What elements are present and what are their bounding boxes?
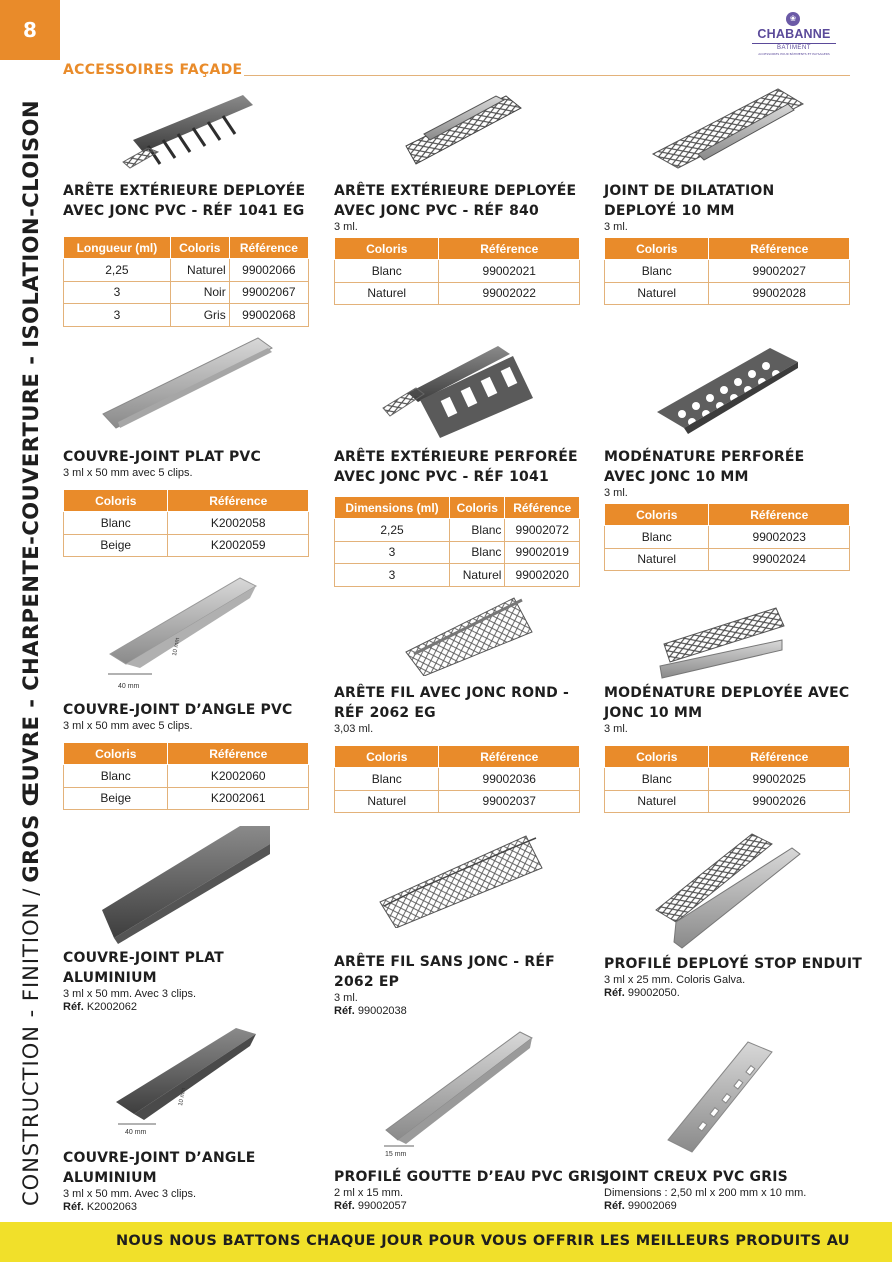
product-table	[334, 496, 580, 587]
product-modenature-deployee	[604, 683, 850, 813]
product-arete-fil-2062eg	[334, 683, 580, 813]
reference-label: Réf.	[334, 1200, 355, 1212]
profile-goutte-eau-image	[380, 1030, 536, 1160]
product-name: COUVRE-JOINT PLAT ALUMINIUM	[63, 950, 224, 986]
table-cell: 99002022	[439, 282, 580, 305]
reference-value: 99002069	[627, 1200, 677, 1212]
table-cell: Naturel	[450, 564, 505, 587]
product-name: PROFILÉ GOUTTE D’EAU PVC GRIS	[334, 1169, 607, 1185]
brand-logo	[752, 12, 836, 56]
joint-creux-image	[664, 1040, 774, 1158]
product-arete-840	[334, 181, 580, 305]
product-description: 2 ml x 15 mm.	[334, 1187, 404, 1199]
side-title	[16, 66, 46, 1206]
table-row	[64, 787, 309, 810]
table-cell: Blanc	[450, 519, 505, 542]
table-cell: Blanc	[64, 765, 168, 788]
table-header: Longueur (ml)	[64, 237, 171, 259]
reference-value: K2002062	[86, 1001, 138, 1013]
table-row	[64, 259, 309, 282]
product-name: JOINT DE DILATATION DEPLOYÉ 10 MM	[604, 183, 775, 219]
product-couvre-joint-angle-alu	[63, 1148, 309, 1214]
table-cell: K2002059	[168, 534, 309, 557]
product-modenature-perforee	[604, 447, 850, 571]
table-header: Coloris	[605, 238, 709, 260]
table-cell: K2002061	[168, 787, 309, 810]
reference-label: Réf.	[63, 1001, 84, 1013]
table-row	[64, 534, 309, 557]
product-couvre-joint-angle-pvc	[63, 700, 309, 810]
product-name: ARÊTE EXTÉRIEURE DEPLOYÉE AVEC JONC PVC - RÉF 840	[334, 183, 577, 219]
arete-1041-perforee-image	[378, 338, 538, 438]
product-name: PROFILÉ DEPLOYÉ STOP ENDUIT	[604, 956, 863, 972]
table-header: Coloris	[605, 504, 709, 526]
product-description: 3 ml.	[604, 221, 628, 233]
side-title-subcategory: GROS ŒUVRE - CHARPENTE-COUVERTURE - ISOLATION-CLOISON	[19, 99, 43, 883]
table-cell: Blanc	[335, 260, 439, 283]
modenature-perforee-image	[652, 342, 802, 442]
product-description: 3 ml.	[604, 487, 628, 499]
product-reference	[63, 1201, 309, 1214]
product-name: ARÊTE FIL SANS JONC - RÉF 2062 EP	[334, 954, 555, 990]
table-cell: 99002020	[505, 564, 580, 587]
product-name: ARÊTE EXTÉRIEURE PERFORÉE AVEC JONC PVC - RÉF 1041	[334, 449, 578, 485]
table-cell: Naturel	[605, 790, 709, 813]
table-cell: Beige	[64, 787, 168, 810]
table-cell: 99002027	[709, 260, 850, 283]
product-description: 3 ml.	[334, 992, 358, 1004]
table-header: Référence	[505, 497, 580, 519]
table-cell: 99002028	[709, 282, 850, 305]
table-cell: 99002019	[505, 541, 580, 564]
table-row	[605, 790, 850, 813]
product-reference	[604, 987, 850, 1000]
couvre-joint-plat-pvc-image	[98, 336, 274, 432]
product-name: COUVRE-JOINT PLAT PVC	[63, 449, 261, 465]
product-description: Dimensions : 2,50 ml x 200 mm x 10 mm.	[604, 1187, 807, 1199]
table-cell: 99002026	[709, 790, 850, 813]
product-table	[604, 237, 850, 305]
product-table	[334, 745, 580, 813]
product-description: 3 ml x 50 mm. Avec 3 clips.	[63, 1188, 197, 1200]
product-reference	[63, 1001, 309, 1014]
table-cell: 99002066	[229, 259, 308, 282]
product-profile-goutte-eau	[334, 1167, 607, 1213]
product-description: 3 ml x 50 mm avec 5 clips.	[63, 720, 193, 732]
section-divider	[244, 75, 850, 76]
dim-label-height: 10 mm	[178, 1087, 188, 1107]
table-header: Référence	[168, 743, 309, 765]
table-cell: Gris	[170, 304, 229, 327]
product-table	[63, 236, 309, 327]
table-cell: 99002072	[505, 519, 580, 542]
table-cell: Blanc	[64, 512, 168, 535]
table-header: Référence	[229, 237, 308, 259]
table-header: Référence	[168, 490, 309, 512]
table-row	[64, 765, 309, 788]
table-cell: 99002023	[709, 526, 850, 549]
product-name: ARÊTE EXTÉRIEURE DEPLOYÉE AVEC JONC PVC - RÉF 1041 EG	[63, 183, 306, 219]
product-description: 3 ml x 50 mm. Avec 3 clips.	[63, 988, 197, 1000]
table-cell: 99002021	[439, 260, 580, 283]
table-cell: Blanc	[605, 768, 709, 791]
footer-text: NOUS NOUS BATTONS CHAQUE JOUR POUR VOUS OFFRIR LES MEILLEURS PRODUITS AU	[116, 1233, 850, 1249]
table-header: Coloris	[335, 746, 439, 768]
table-row	[335, 768, 580, 791]
table-header: Coloris	[64, 743, 168, 765]
table-row	[335, 564, 580, 587]
product-table	[63, 742, 309, 810]
table-header: Référence	[439, 746, 580, 768]
logo-name: CHABANNE	[757, 27, 831, 41]
table-cell: 99002025	[709, 768, 850, 791]
table-row	[64, 512, 309, 535]
table-cell: 3	[335, 564, 450, 587]
dim-label-width: 40 mm	[125, 1129, 147, 1136]
table-row	[335, 519, 580, 542]
product-arete-1041eg	[63, 181, 309, 327]
table-cell: 2,25	[64, 259, 171, 282]
table-cell: 99002037	[439, 790, 580, 813]
table-cell: Blanc	[605, 526, 709, 549]
table-header: Référence	[439, 238, 580, 260]
product-description: 3,03 ml.	[334, 723, 374, 735]
page-number: 8	[0, 0, 60, 60]
product-table	[604, 503, 850, 571]
dim-label-width: 40 mm	[118, 683, 140, 690]
product-description: 3 ml x 50 mm avec 5 clips.	[63, 467, 193, 479]
table-row	[335, 541, 580, 564]
reference-label: Réf.	[604, 987, 625, 999]
reference-label: Réf.	[604, 1200, 625, 1212]
table-header: Coloris	[450, 497, 505, 519]
product-couvre-joint-plat-alu	[63, 948, 309, 1014]
reference-value: 99002057	[357, 1200, 407, 1212]
product-joint-dilatation	[604, 181, 850, 305]
table-cell: 99002036	[439, 768, 580, 791]
product-table	[63, 489, 309, 557]
reference-value: 99002038	[357, 1005, 407, 1017]
logo-tagline: ACCESSOIRES POUR BÂTIMENTS ET PAYSAGERS	[758, 52, 830, 56]
product-name: ARÊTE FIL AVEC JONC ROND - RÉF 2062 EG	[334, 685, 570, 721]
table-cell: Beige	[64, 534, 168, 557]
arete-fil-2062eg-image	[396, 592, 536, 676]
dim-label-height: 10 mm	[172, 637, 182, 657]
product-name: COUVRE-JOINT D’ANGLE ALUMINIUM	[63, 1150, 256, 1186]
couvre-joint-angle-alu-image	[110, 1026, 260, 1138]
table-cell: Blanc	[605, 260, 709, 283]
couvre-joint-plat-alu-image	[100, 824, 272, 944]
table-cell: 99002067	[229, 281, 308, 304]
modenature-deployee-image	[656, 604, 786, 682]
table-cell: Noir	[170, 281, 229, 304]
table-cell: K2002058	[168, 512, 309, 535]
table-row	[335, 282, 580, 305]
table-row	[335, 790, 580, 813]
product-table	[604, 745, 850, 813]
table-cell: Blanc	[335, 768, 439, 791]
reference-value: K2002063	[86, 1201, 138, 1213]
arete-fil-2062ep-image	[376, 832, 546, 928]
product-couvre-joint-plat-pvc	[63, 447, 309, 557]
table-cell: 99002068	[229, 304, 308, 327]
table-cell: Naturel	[605, 282, 709, 305]
table-cell: Naturel	[335, 282, 439, 305]
table-cell: K2002060	[168, 765, 309, 788]
reference-label: Réf.	[334, 1005, 355, 1017]
reference-value: 99002050.	[627, 987, 680, 999]
table-header: Dimensions (ml)	[335, 497, 450, 519]
product-name: MODÉNATURE DEPLOYÉE AVEC JONC 10 MM	[604, 685, 850, 721]
logo-sub: BATIMENT	[752, 43, 836, 51]
table-header: Référence	[709, 746, 850, 768]
product-name: COUVRE-JOINT D’ANGLE PVC	[63, 702, 293, 718]
table-cell: 3	[64, 281, 171, 304]
product-name: MODÉNATURE PERFORÉE AVEC JONC 10 MM	[604, 449, 805, 485]
couvre-joint-angle-pvc-image	[100, 576, 260, 692]
table-header: Coloris	[605, 746, 709, 768]
table-header: Coloris	[170, 237, 229, 259]
product-arete-fil-2062ep	[334, 952, 580, 1018]
table-header: Référence	[709, 504, 850, 526]
table-row	[335, 260, 580, 283]
table-cell: Naturel	[170, 259, 229, 282]
table-row	[605, 282, 850, 305]
joint-dilatation-image	[648, 84, 808, 170]
table-row	[64, 304, 309, 327]
table-cell: Blanc	[450, 541, 505, 564]
product-description: 3 ml x 25 mm. Coloris Galva.	[604, 974, 746, 986]
product-reference	[334, 1005, 580, 1018]
table-cell: 99002024	[709, 548, 850, 571]
arete-840-image	[396, 86, 526, 170]
table-header: Coloris	[335, 238, 439, 260]
section-title: ACCESSOIRES FAÇADE	[63, 62, 243, 78]
logo-mark-icon: ❀	[786, 12, 800, 26]
arete-1041eg-image	[118, 90, 258, 170]
table-cell: 2,25	[335, 519, 450, 542]
table-cell: Naturel	[335, 790, 439, 813]
product-description: 3 ml.	[604, 723, 628, 735]
table-row	[605, 548, 850, 571]
product-reference	[334, 1200, 580, 1213]
product-profile-stop-enduit	[604, 954, 863, 1000]
side-title-category: CONSTRUCTION - FINITION	[19, 901, 43, 1206]
product-arete-1041-perforee	[334, 447, 580, 587]
table-row	[605, 526, 850, 549]
profile-stop-enduit-image	[652, 824, 802, 950]
product-joint-creux	[604, 1167, 850, 1213]
table-header: Coloris	[64, 490, 168, 512]
table-cell: 3	[335, 541, 450, 564]
table-cell: 3	[64, 304, 171, 327]
dim-label-width: 15 mm	[385, 1151, 407, 1158]
product-reference	[604, 1200, 850, 1213]
product-description: 3 ml.	[334, 221, 358, 233]
product-table	[334, 237, 580, 305]
reference-label: Réf.	[63, 1201, 84, 1213]
table-row	[605, 260, 850, 283]
product-name: JOINT CREUX PVC GRIS	[604, 1169, 788, 1185]
side-title-separator: /	[19, 888, 43, 896]
table-header: Référence	[709, 238, 850, 260]
table-row	[605, 768, 850, 791]
table-row	[64, 281, 309, 304]
table-cell: Naturel	[605, 548, 709, 571]
